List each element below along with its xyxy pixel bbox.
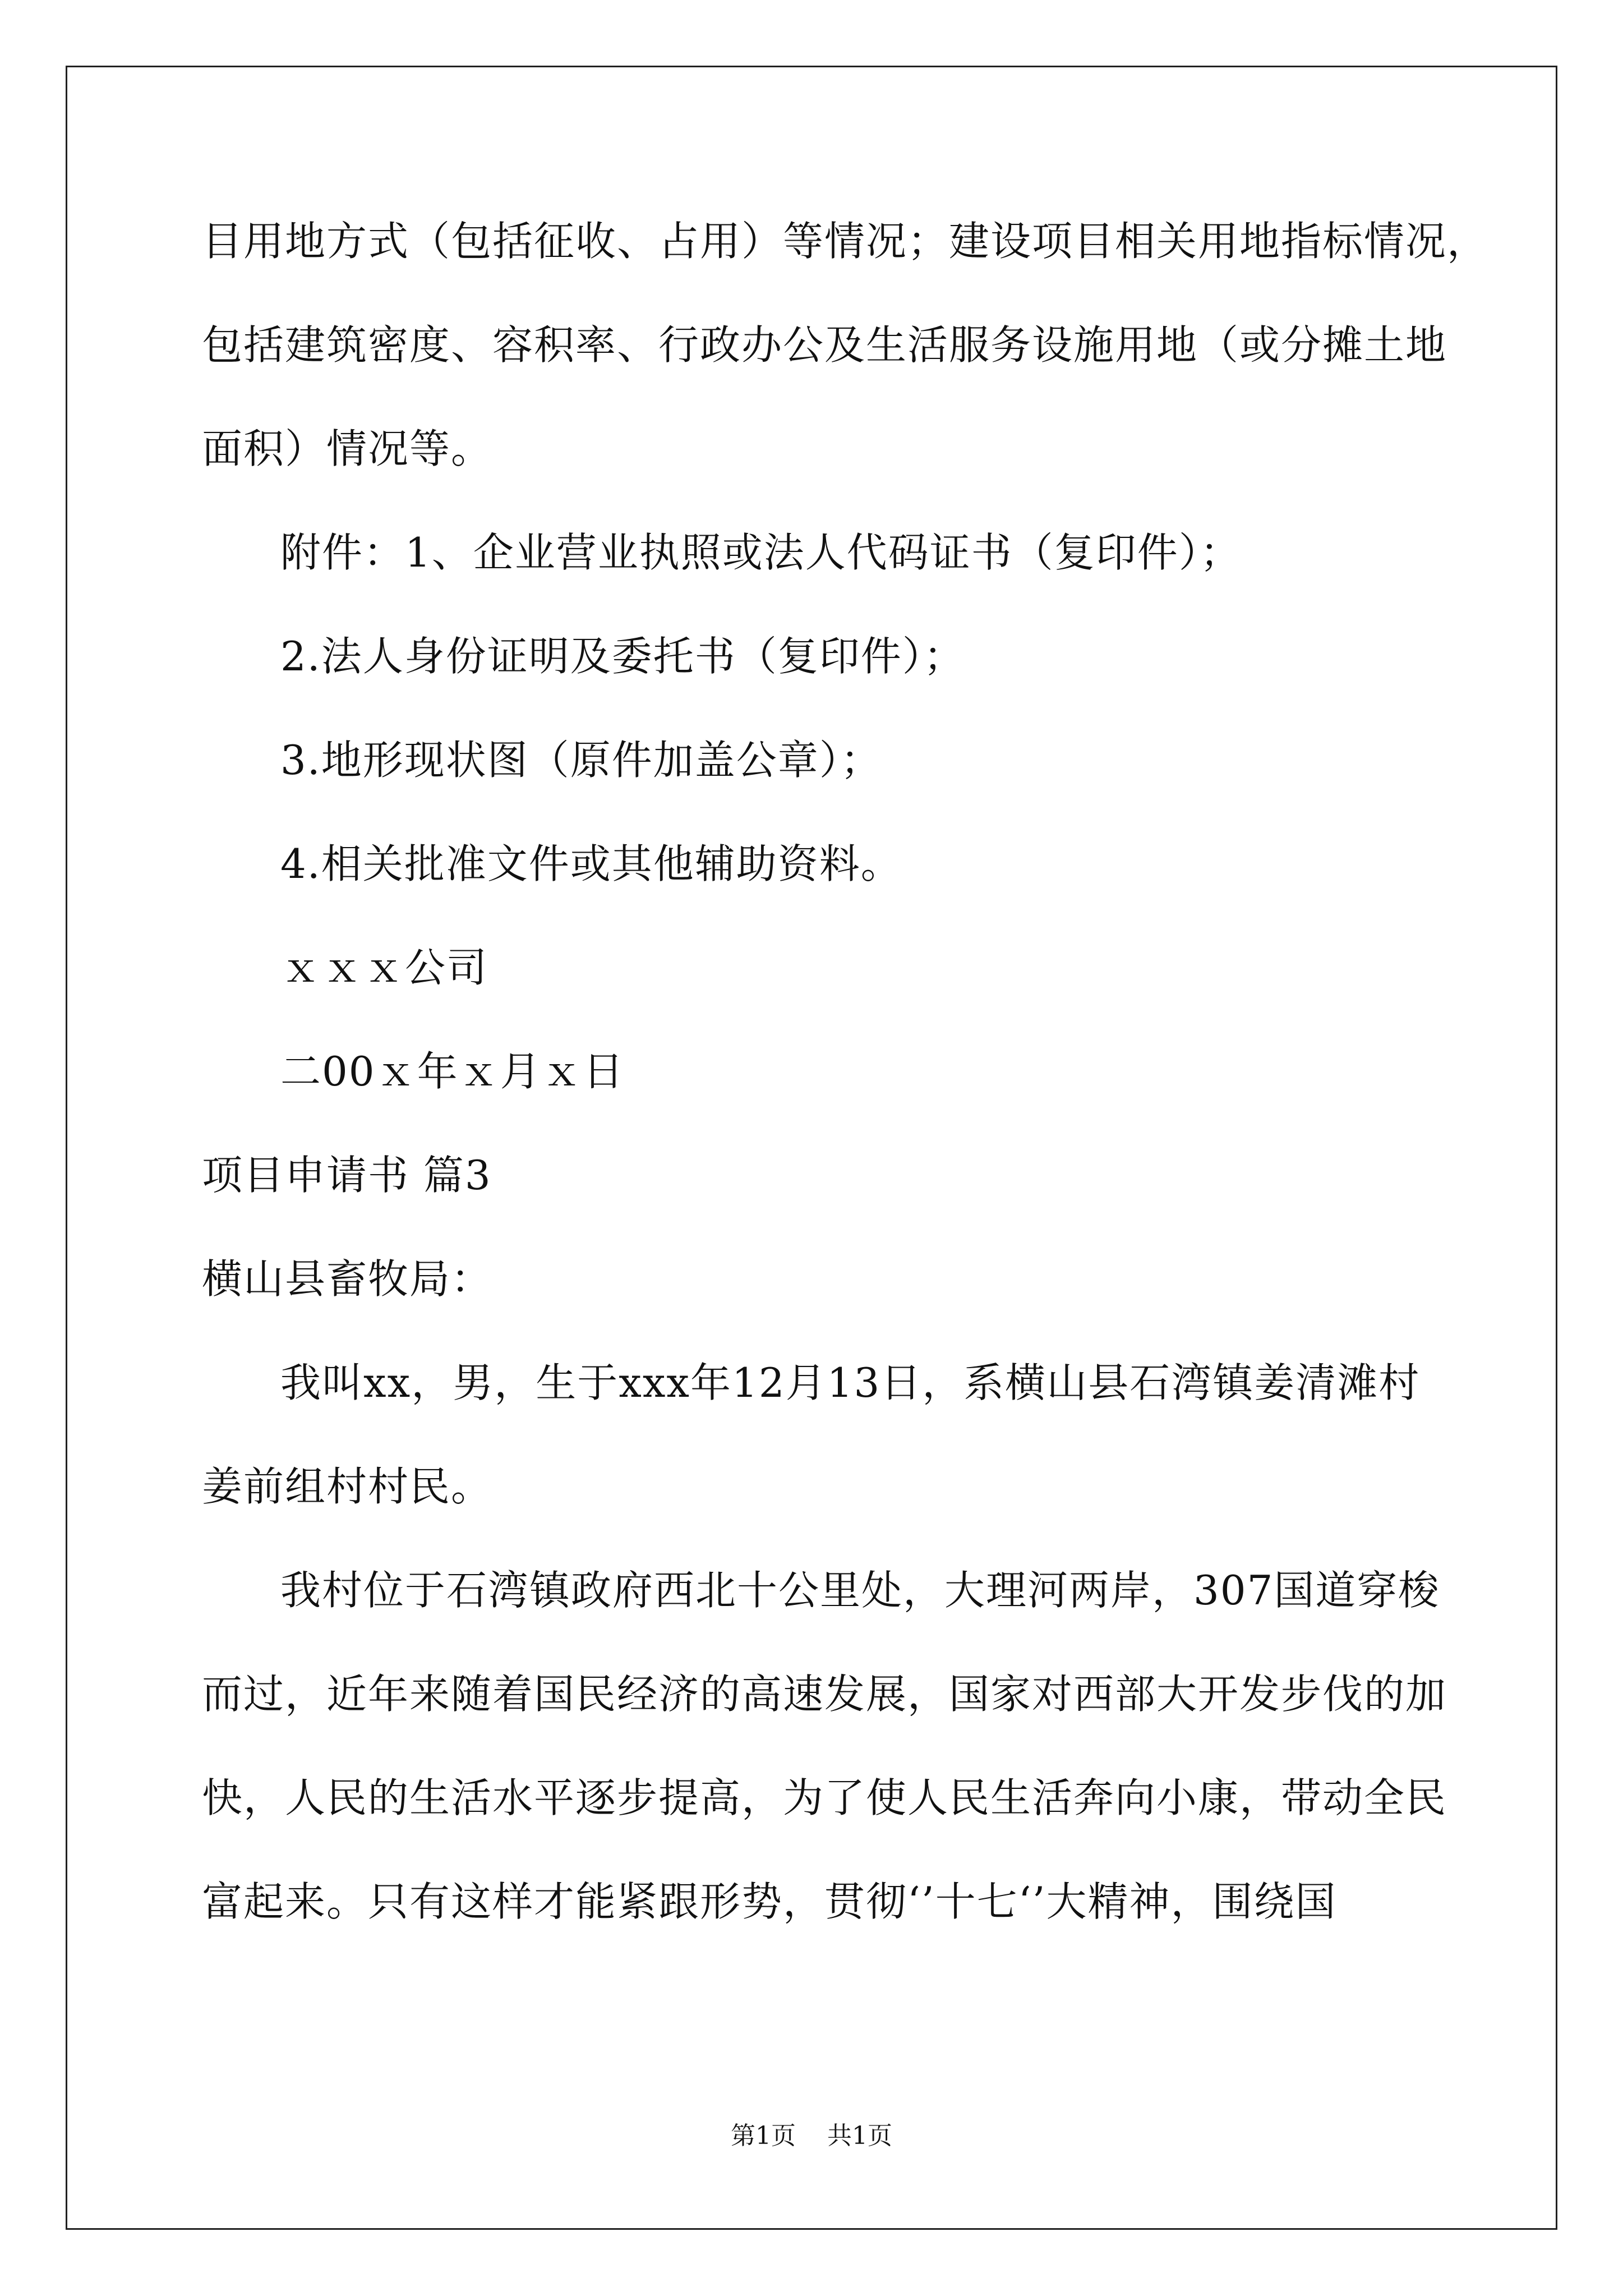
- attachment-item-4: 4.相关批准文件或其他辅助资料。: [280, 840, 902, 887]
- body-line-17: 富起来。只有这样才能紧跟形势，贯彻‘’十七‘’大精神，围绕国: [202, 1878, 1337, 1925]
- body-line-16: 快，人民的生活水平逐步提高，为了使人民生活奔向小康，带动全民: [202, 1774, 1447, 1821]
- body-line-3: 面积）情况等。: [202, 425, 493, 472]
- body-line-2: 包括建筑密度、容积率、行政办公及生活服务设施用地（或分摊土地: [202, 321, 1447, 369]
- salutation: 横山县畜牧局：: [202, 1255, 493, 1303]
- signature-date: 二00ｘ年ｘ月ｘ日: [280, 1048, 625, 1095]
- attachment-item-2: 2.法人身份证明及委托书（复印件）；: [280, 633, 965, 680]
- signature-company: ｘｘｘ公司: [280, 944, 488, 991]
- body-line-1: 目用地方式（包括征收、占用）等情况；建设项目相关用地指标情况，: [202, 218, 1489, 265]
- body-line-14: 我村位于石湾镇政府西北十公里处，大理河两岸，307国道穿梭: [280, 1567, 1440, 1614]
- attachment-heading: 附件：1、企业营业执照或法人代码证书（复印件）；: [280, 529, 1242, 576]
- section-title: 项目申请书 篇3: [202, 1152, 492, 1199]
- body-line-15: 而过，近年来随着国民经济的高速发展，国家对西部大开发步伐的加: [202, 1671, 1447, 1718]
- body-line-13: 姜前组村村民。: [202, 1463, 493, 1510]
- attachment-item-3: 3.地形现状图（原件加盖公章）；: [280, 737, 882, 784]
- body-line-12: 我叫xx，男，生于xxx年12月13日，系横山县石湾镇姜清滩村: [280, 1359, 1421, 1406]
- page-number-footer: 第1页 共1页: [731, 2122, 892, 2150]
